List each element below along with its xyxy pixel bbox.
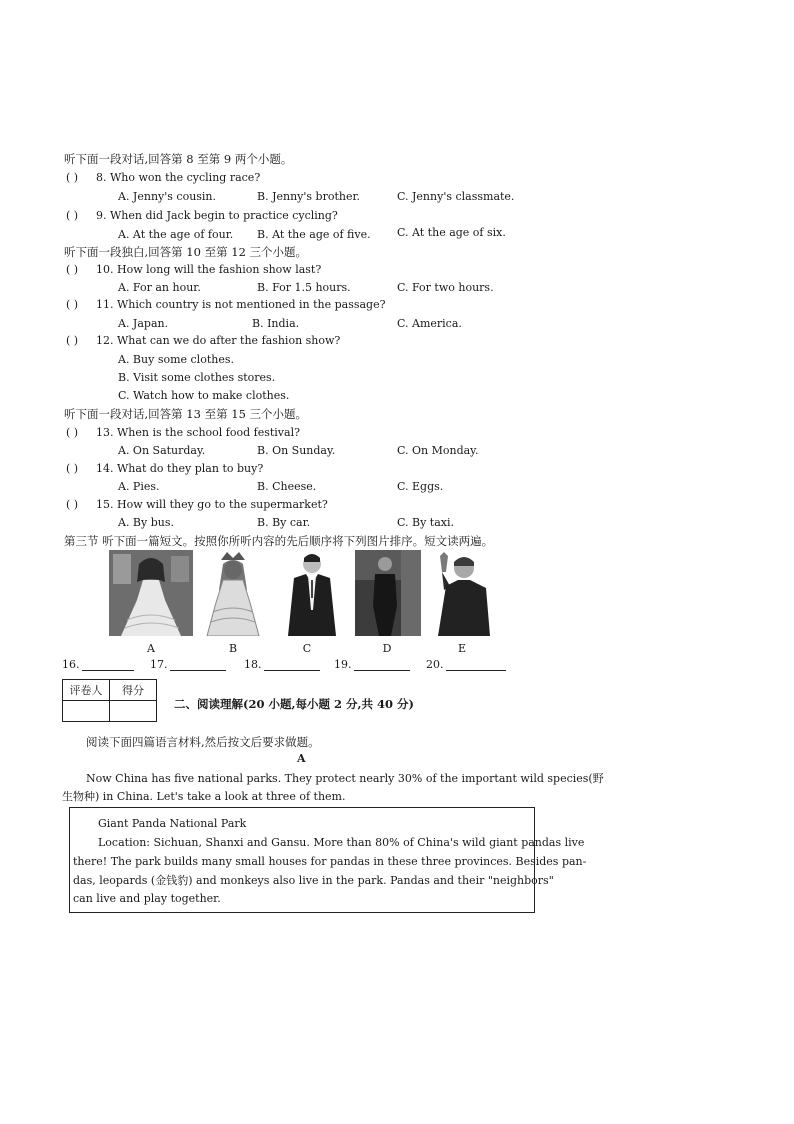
question-9: 9. When did Jack begin to practice cycling?	[96, 209, 338, 222]
question-8: 8. Who won the cycling race?	[96, 171, 261, 184]
answer-bracket-8[interactable]: ( )	[66, 171, 79, 184]
picture-label-c: C	[302, 642, 312, 655]
answer-blank-17[interactable]	[150, 658, 226, 671]
box-title: Giant Panda National Park	[98, 817, 247, 830]
answer-bracket-13[interactable]: ( )	[66, 426, 79, 439]
question-14: 14. What do they plan to buy?	[96, 462, 264, 475]
question-11: 11. Which country is not mentioned in the passage?	[96, 298, 386, 311]
option-13a: A. On Saturday.	[118, 444, 206, 457]
option-14c: C. Eggs.	[397, 480, 444, 493]
option-12b: B. Visit some clothes stores.	[118, 371, 276, 384]
option-10b: B. For 1.5 hours.	[257, 281, 351, 294]
option-15a: A. By bus.	[118, 516, 174, 529]
dialogue2-header: 听下面一段独白,回答第 10 至第 12 三个小题。	[64, 245, 308, 259]
picture-label-b: B	[228, 642, 238, 655]
answer-bracket-15[interactable]: ( )	[66, 498, 79, 511]
answer-blank-18[interactable]	[244, 658, 320, 671]
blank-number-20: 20.	[426, 658, 444, 671]
section3-header: 第三节 听下面一篇短文。按照你所听内容的先后顺序将下列图片排序。短文读两遍。	[64, 534, 494, 548]
picture-label-d: D	[382, 642, 392, 655]
box-line3: das, leopards (金钱豹) and monkeys also live in the park. Pandas and their "neighbors"	[73, 874, 554, 887]
question-13: 13. When is the school food festival?	[96, 426, 300, 439]
answer-bracket-12[interactable]: ( )	[66, 334, 79, 347]
grader-header: 评卷人	[63, 680, 110, 701]
question-12: 12. What can we do after the fashion show?	[96, 334, 341, 347]
option-15c: C. By taxi.	[397, 516, 455, 529]
picture-b-girl-white-dress	[205, 550, 261, 636]
score-header: 得分	[110, 680, 157, 701]
answer-blank-20[interactable]	[426, 658, 506, 671]
box-line1: Location: Sichuan, Shanxi and Gansu. More than 80% of China's wild giant pandas live	[98, 836, 585, 849]
question-10: 10. How long will the fashion show last?	[96, 263, 322, 276]
option-9c: C. At the age of six.	[397, 226, 506, 239]
option-10c: C. For two hours.	[397, 281, 494, 294]
blank-number-17: 17.	[150, 658, 168, 671]
option-11c: C. America.	[397, 317, 462, 330]
score-cell[interactable]	[110, 701, 157, 722]
answer-bracket-14[interactable]: ( )	[66, 462, 79, 475]
option-9b: B. At the age of five.	[257, 228, 371, 241]
option-12a: A. Buy some clothes.	[118, 353, 234, 366]
option-9a: A. At the age of four.	[118, 228, 234, 241]
blank-number-19: 19.	[334, 658, 352, 671]
option-13b: B. On Sunday.	[257, 444, 336, 457]
option-8b: B. Jenny's brother.	[257, 190, 361, 203]
option-15b: B. By car.	[257, 516, 311, 529]
box-line2: there! The park builds many small houses for pandas in these three provinces. Besides pan-	[73, 855, 587, 868]
passage-letter: A	[297, 752, 306, 765]
dialogue1-header: 听下面一段对话,回答第 8 至第 9 两个小题。	[64, 152, 293, 166]
answer-blank-19[interactable]	[334, 658, 410, 671]
answer-blank-16[interactable]	[62, 658, 134, 671]
reading-instruction: 阅读下面四篇语言材料,然后按文后要求做题。	[86, 735, 320, 749]
picture-label-a: A	[147, 642, 155, 655]
answer-bracket-11[interactable]: ( )	[66, 298, 79, 311]
passage-intro-line2: 生物种) in China. Let's take a look at three of them.	[62, 790, 346, 803]
option-13c: C. On Monday.	[397, 444, 479, 457]
dialogue3-header: 听下面一段对话,回答第 13 至第 15 三个小题。	[64, 407, 308, 421]
grader-cell[interactable]	[63, 701, 110, 722]
option-8a: A. Jenny's cousin.	[118, 190, 217, 203]
picture-e-man-waving	[432, 550, 494, 636]
box-line4: can live and play together.	[73, 892, 221, 905]
option-11a: A. Japan.	[118, 317, 169, 330]
answer-bracket-10[interactable]: ( )	[66, 263, 79, 276]
option-14a: A. Pies.	[118, 480, 160, 493]
score-table	[62, 679, 157, 722]
picture-d-person-dark-clothes	[355, 550, 421, 636]
blank-number-18: 18.	[244, 658, 262, 671]
reading-section-title: 二、阅读理解(20 小题,每小题 2 分,共 40 分)	[174, 697, 414, 711]
answer-bracket-9[interactable]: ( )	[66, 209, 79, 222]
picture-label-e: E	[457, 642, 467, 655]
option-12c: C. Watch how to make clothes.	[118, 389, 290, 402]
option-11b: B. India.	[252, 317, 300, 330]
picture-a-girl-lace-dress	[109, 550, 193, 636]
passage-intro-line1: Now China has five national parks. They protect nearly 30% of the important wild species(野	[86, 772, 604, 785]
option-8c: C. Jenny's classmate.	[397, 190, 515, 203]
blank-number-16: 16.	[62, 658, 80, 671]
option-14b: B. Cheese.	[257, 480, 317, 493]
question-15: 15. How will they go to the supermarket?	[96, 498, 328, 511]
picture-c-man-in-suit	[286, 550, 338, 636]
option-10a: A. For an hour.	[118, 281, 201, 294]
